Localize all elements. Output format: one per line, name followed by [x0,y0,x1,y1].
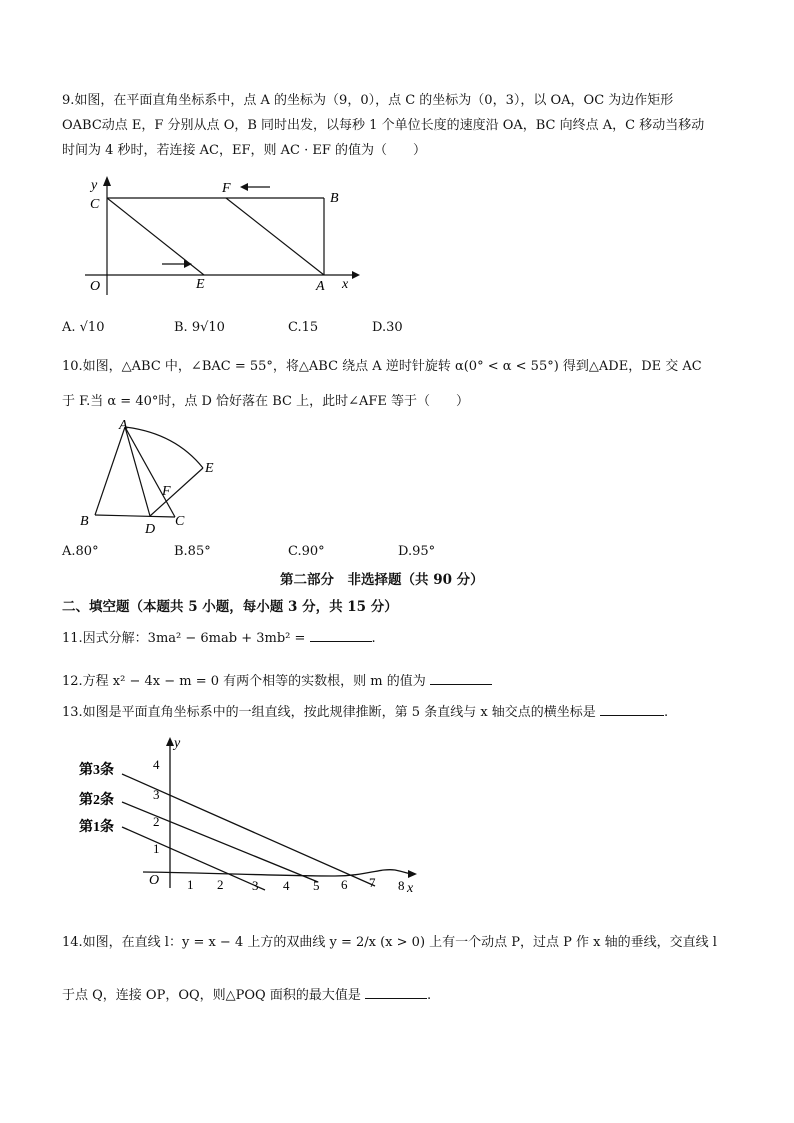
q9-label-B: B [330,191,339,206]
q10-option-d[interactable]: D.95° [398,544,436,559]
q13-figure [75,732,430,897]
q14-text-line1: 14.如图，在直线 l：y = x − 4 上方的双曲线 y = 2/x (x > 0) 上有一个动点 P，过点 P 作 x 轴的垂线，交直线 l [62,935,717,950]
q11-end: . [371,631,376,646]
q9-label-C: C [90,197,100,212]
section2-title: 二、填空题（本题共 5 小题，每小题 3 分，共 15 分） [62,599,398,615]
q13-y-arrow [166,737,174,746]
q10-label-C: C [175,514,185,529]
q10-figure [75,415,235,537]
q10-option-c[interactable]: C.90° [288,544,325,559]
q10-label-D: D [145,522,156,537]
q13-line [62,703,668,722]
q9-f-arrowhead [240,183,248,191]
q9-x-arrow [352,271,360,279]
q13-line-1 [122,827,265,890]
q10-label-E: E [205,461,214,476]
q9-label-x: x [342,277,349,292]
q10-side-AB [95,427,125,515]
q13-label-O: O [149,873,160,888]
q9-y-arrow [103,176,111,186]
q13-label-line1: 第1条 [79,820,114,835]
q14-answer-blank[interactable] [365,986,427,999]
q14-text-line2: 于点 Q，连接 OP，OQ，则△POQ 面积的最大值是 [62,988,361,1003]
q14-line2 [62,986,431,1005]
q10-side-AC [125,427,175,517]
q10-label-B: B [80,514,89,529]
q9-label-A: A [316,279,325,294]
q9-option-d[interactable]: D.30 [372,320,403,335]
q13-x-tick-8: 8 [398,878,405,893]
q13-x-tick-6: 6 [341,877,348,892]
q9-figure [80,170,370,300]
q13-y-tick-1: 1 [153,841,160,856]
q10-label-F: F [162,484,171,499]
q13-y-tick-4: 4 [153,757,160,772]
q13-x-arrow [408,870,417,878]
q12-line [62,672,492,691]
q13-label-y: y [174,736,181,751]
q11-answer-blank[interactable] [310,629,372,642]
q9-text-line2: OABC动点 E，F 分别从点 O，B 同时出发，以每秒 1 个单位长度的速度沿 OA，BC 向终点 A，C 移动当移动 [62,118,705,133]
q11-text: 11.因式分解：3ma² − 6mab + 3mb² = [62,631,306,646]
q13-end: . [663,705,669,720]
part2-title: 第二部分 非选择题（共 90 分） [280,572,484,588]
q9-label-E: E [196,277,205,292]
q9-e-arrowhead [184,260,192,268]
q9-text-line1: 9.如图，在平面直角坐标系中，点 A 的坐标为（9，0），点 C 的坐标为（0，3），以 OA，OC 为边作矩形 [62,93,674,108]
q10-option-b[interactable]: B.85° [174,544,211,559]
q13-x-tick-7: 7 [369,875,376,890]
q13-answer-blank[interactable] [600,703,664,716]
q13-x-tick-4: 4 [283,878,290,893]
q9-label-F: F [222,181,231,196]
q14-end: . [426,988,432,1003]
q13-label-line3: 第3条 [79,763,114,778]
q9-option-a[interactable]: A. √10 [62,320,105,335]
q10-label-A: A [119,418,128,433]
q13-x-tick-2: 2 [217,877,224,892]
q13-y-tick-3: 3 [153,787,160,802]
q9-label-O: O [90,279,101,294]
q10-option-a[interactable]: A.80° [62,544,99,559]
q9-text-line3: 时间为 4 秒时，若连接 AC，EF，则 AC · EF 的值为（ ） [62,143,427,158]
q13-label-line2: 第2条 [79,793,114,808]
q10-text-line2: 于 F.当 α = 40°时，点 D 恰好落在 BC 上，此时∠AFE 等于（ ） [62,394,469,409]
q12-text: 12.方程 x² − 4x − m = 0 有两个相等的实数根，则 m 的值为 [62,674,426,689]
q13-x-tick-3: 3 [252,878,259,893]
q9-option-b[interactable]: B. 9√10 [174,320,225,335]
q10-side-AD [125,427,150,516]
q13-text: 13.如图是平面直角坐标系中的一组直线，按此规律推断，第 5 条直线与 x 轴交点的横坐标是 [62,705,596,720]
q12-answer-blank[interactable] [430,672,492,685]
q11-line [62,629,376,648]
q13-x-tick-1: 1 [187,877,194,892]
q13-y-tick-2: 2 [153,814,160,829]
q10-side-BC [95,515,175,517]
q9-segment-FA [226,198,324,275]
q9-label-y: y [91,178,98,193]
q9-option-c[interactable]: C.15 [288,320,319,335]
q10-text-line1: 10.如图，△ABC 中，∠BAC = 55°，将△ABC 绕点 A 逆时针旋转 α(0° < α < 55°) 得到△ADE，DE 交 AC [62,359,702,374]
q13-x-tick-5: 5 [313,878,320,893]
q13-label-x: x [407,881,414,896]
q10-side-DE [150,468,203,516]
q13-line-3 [122,774,375,886]
